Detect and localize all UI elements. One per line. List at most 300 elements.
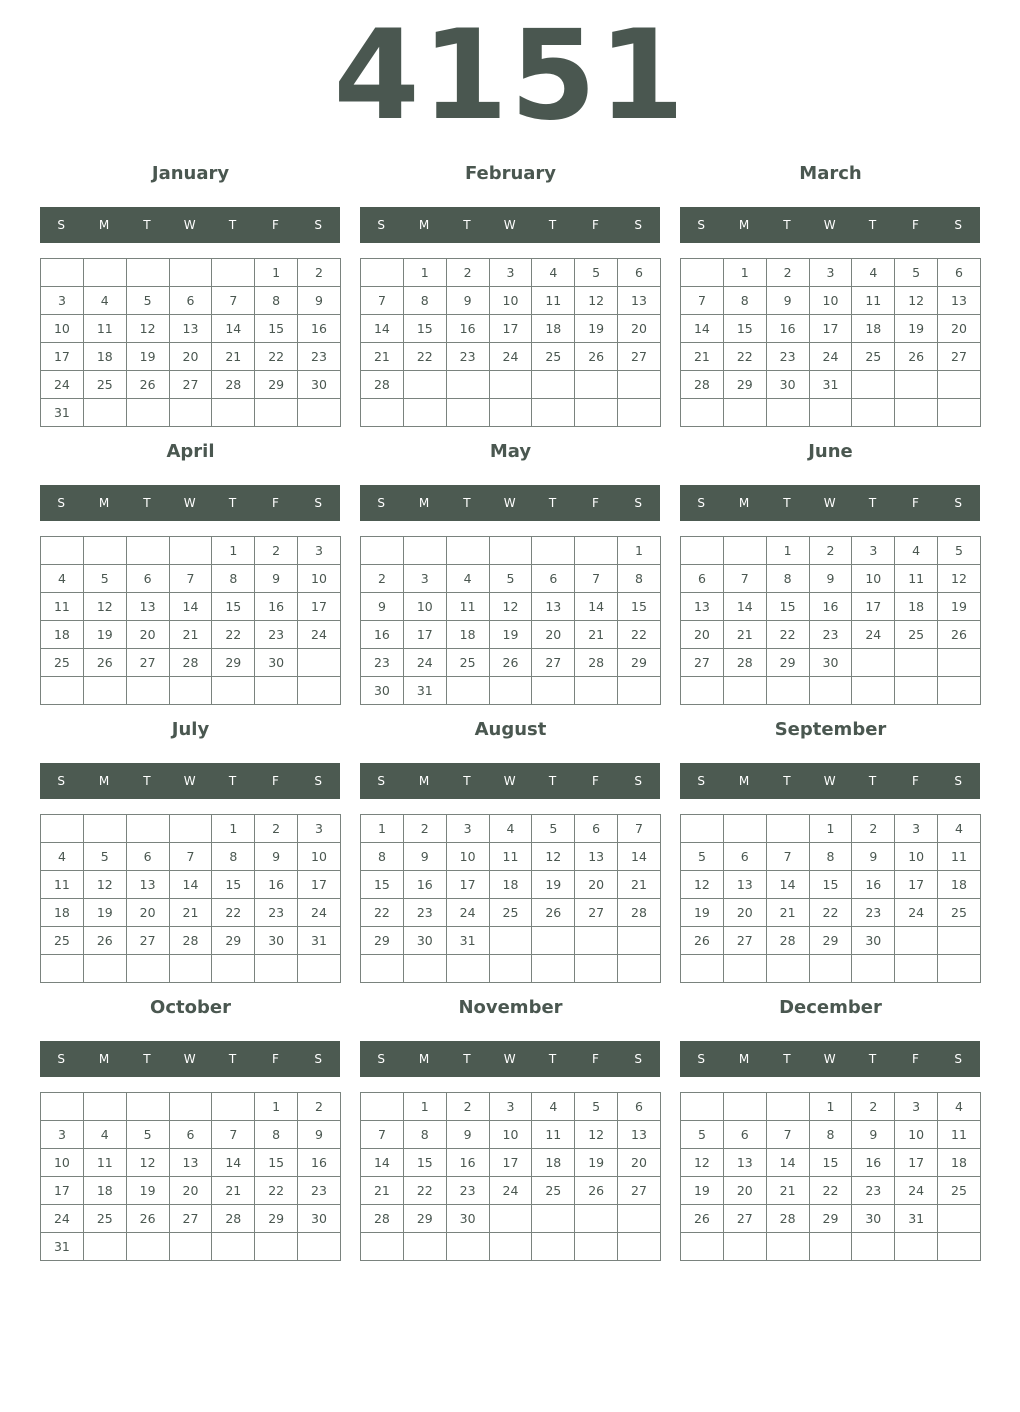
day-cell: 24	[41, 1205, 84, 1233]
weekday-label: T	[868, 774, 877, 788]
day-cell: 7	[361, 287, 404, 315]
day-cell: 11	[83, 315, 126, 343]
day-cell: 9	[298, 287, 341, 315]
day-cell	[532, 371, 575, 399]
day-cell	[212, 259, 255, 287]
day-cell	[83, 815, 126, 843]
day-cell: 9	[255, 843, 298, 871]
day-grid	[360, 258, 661, 427]
day-cell: 6	[126, 565, 169, 593]
day-cell	[446, 371, 489, 399]
day-cell: 20	[723, 1177, 766, 1205]
week-row	[361, 343, 661, 371]
day-cell: 19	[126, 1177, 169, 1205]
day-cell: 23	[446, 343, 489, 371]
day-cell: 17	[852, 593, 895, 621]
weekday-label: S	[634, 496, 643, 510]
week-row	[681, 899, 981, 927]
month-name: February	[464, 163, 557, 184]
day-cell	[255, 1233, 298, 1261]
day-cell	[169, 399, 212, 427]
day-cell: 13	[723, 1149, 766, 1177]
day-cell	[766, 1093, 809, 1121]
day-cell	[489, 1205, 532, 1233]
day-cell: 1	[809, 1093, 852, 1121]
day-cell: 13	[169, 315, 212, 343]
day-cell: 18	[938, 1149, 981, 1177]
day-cell: 16	[852, 871, 895, 899]
day-cell: 25	[532, 1177, 575, 1205]
day-cell: 6	[126, 843, 169, 871]
day-cell: 30	[255, 649, 298, 677]
day-cell	[361, 259, 404, 287]
weekday-label: T	[143, 774, 152, 788]
day-cell	[126, 1093, 169, 1121]
day-cell: 22	[212, 621, 255, 649]
day-cell: 1	[212, 815, 255, 843]
day-cell: 10	[41, 1149, 84, 1177]
weekday-label: F	[911, 1052, 920, 1066]
week-row	[41, 1177, 341, 1205]
week-row	[361, 1149, 661, 1177]
week-row	[41, 1121, 341, 1149]
day-cell: 16	[298, 315, 341, 343]
day-cell: 21	[169, 621, 212, 649]
day-cell: 14	[169, 593, 212, 621]
day-cell	[169, 677, 212, 705]
week-row	[361, 259, 661, 287]
weekday-label: S	[634, 774, 643, 788]
day-cell	[489, 677, 532, 705]
weekday-label: S	[57, 496, 66, 510]
day-cell: 30	[298, 1205, 341, 1233]
day-cell: 7	[723, 565, 766, 593]
weekday-header	[40, 1041, 340, 1077]
day-cell	[126, 537, 169, 565]
weekday-label: T	[548, 496, 557, 510]
day-cell: 17	[895, 1149, 938, 1177]
weekday-label: S	[954, 1052, 963, 1066]
day-cell: 23	[298, 1177, 341, 1205]
day-cell: 29	[766, 649, 809, 677]
day-cell	[618, 399, 661, 427]
day-cell: 5	[532, 815, 575, 843]
day-cell	[895, 399, 938, 427]
day-cell	[83, 537, 126, 565]
week-row	[681, 593, 981, 621]
day-cell	[298, 955, 341, 983]
month-name: August	[474, 719, 547, 740]
weekday-label: T	[228, 774, 237, 788]
day-cell: 1	[403, 259, 446, 287]
day-cell	[681, 399, 724, 427]
day-cell: 11	[446, 593, 489, 621]
day-cell: 10	[489, 1121, 532, 1149]
day-cell: 2	[255, 537, 298, 565]
day-cell	[852, 1233, 895, 1261]
day-cell	[489, 399, 532, 427]
week-row	[361, 955, 661, 983]
weekday-header	[680, 763, 980, 799]
weekday-label: F	[911, 218, 920, 232]
day-cell: 8	[723, 287, 766, 315]
day-cell	[723, 955, 766, 983]
day-cell: 25	[938, 1177, 981, 1205]
week-row	[41, 649, 341, 677]
day-cell	[766, 955, 809, 983]
day-cell	[126, 399, 169, 427]
day-cell: 27	[532, 649, 575, 677]
day-cell: 28	[618, 899, 661, 927]
day-cell: 30	[403, 927, 446, 955]
weekday-label: T	[143, 496, 152, 510]
weekday-label: W	[503, 218, 517, 232]
day-cell: 30	[809, 649, 852, 677]
day-cell: 15	[809, 1149, 852, 1177]
day-cell: 19	[575, 1149, 618, 1177]
weekday-label: T	[548, 774, 557, 788]
day-cell	[361, 955, 404, 983]
weekday-label: S	[954, 774, 963, 788]
day-cell: 27	[618, 343, 661, 371]
day-cell: 26	[895, 343, 938, 371]
week-row	[41, 315, 341, 343]
weekday-label: W	[503, 496, 517, 510]
week-row	[681, 843, 981, 871]
weekday-label: W	[823, 1052, 837, 1066]
day-cell: 20	[681, 621, 724, 649]
day-cell	[938, 371, 981, 399]
weekday-label: F	[591, 496, 600, 510]
day-cell: 12	[938, 565, 981, 593]
day-cell	[126, 815, 169, 843]
day-cell: 30	[298, 371, 341, 399]
day-cell: 12	[895, 287, 938, 315]
day-cell	[938, 399, 981, 427]
day-cell: 19	[681, 1177, 724, 1205]
weekday-label: M	[738, 774, 750, 788]
day-cell: 7	[361, 1121, 404, 1149]
day-cell: 14	[361, 1149, 404, 1177]
day-cell: 10	[895, 843, 938, 871]
day-cell: 24	[41, 371, 84, 399]
week-row	[361, 399, 661, 427]
day-cell: 18	[446, 621, 489, 649]
day-cell	[575, 677, 618, 705]
day-cell: 6	[169, 287, 212, 315]
week-row	[41, 899, 341, 927]
day-cell: 18	[532, 1149, 575, 1177]
day-cell	[403, 955, 446, 983]
day-cell: 15	[255, 315, 298, 343]
day-cell: 9	[403, 843, 446, 871]
day-cell: 24	[809, 343, 852, 371]
weekday-label: T	[143, 1052, 152, 1066]
day-cell: 11	[83, 1149, 126, 1177]
week-row	[41, 1093, 341, 1121]
weekday-header	[360, 485, 660, 521]
day-cell: 25	[532, 343, 575, 371]
weekday-header	[680, 1041, 980, 1077]
week-row	[361, 287, 661, 315]
day-cell: 5	[681, 843, 724, 871]
day-cell: 5	[938, 537, 981, 565]
day-cell	[852, 955, 895, 983]
day-cell: 6	[169, 1121, 212, 1149]
day-cell: 5	[575, 259, 618, 287]
weekday-label: S	[314, 774, 323, 788]
day-cell	[681, 1093, 724, 1121]
day-cell: 4	[489, 815, 532, 843]
day-cell: 13	[532, 593, 575, 621]
day-cell: 3	[489, 1093, 532, 1121]
day-cell: 23	[255, 621, 298, 649]
weekday-label: F	[271, 218, 280, 232]
weekday-label: T	[868, 218, 877, 232]
day-cell: 23	[766, 343, 809, 371]
day-cell: 7	[169, 843, 212, 871]
day-cell: 24	[298, 899, 341, 927]
day-cell: 1	[723, 259, 766, 287]
day-cell: 21	[361, 343, 404, 371]
day-cell: 29	[255, 371, 298, 399]
weekday-label: M	[738, 218, 750, 232]
day-cell: 1	[255, 1093, 298, 1121]
day-cell: 7	[681, 287, 724, 315]
week-row	[681, 927, 981, 955]
week-row	[681, 955, 981, 983]
day-cell: 31	[895, 1205, 938, 1233]
day-cell: 12	[126, 1149, 169, 1177]
week-row	[361, 677, 661, 705]
week-row	[361, 621, 661, 649]
day-cell: 23	[403, 899, 446, 927]
week-row	[41, 259, 341, 287]
day-cell: 3	[41, 287, 84, 315]
day-cell: 8	[403, 287, 446, 315]
day-cell	[403, 399, 446, 427]
day-cell: 6	[681, 565, 724, 593]
day-cell: 10	[895, 1121, 938, 1149]
day-cell: 2	[852, 1093, 895, 1121]
day-cell	[766, 815, 809, 843]
day-cell: 4	[852, 259, 895, 287]
day-cell: 31	[41, 399, 84, 427]
day-cell: 16	[255, 593, 298, 621]
day-cell: 24	[489, 1177, 532, 1205]
month-name: April	[166, 441, 215, 462]
day-cell: 25	[938, 899, 981, 927]
day-cell: 26	[83, 649, 126, 677]
week-row	[41, 371, 341, 399]
week-row	[681, 287, 981, 315]
week-row	[681, 1233, 981, 1261]
day-cell: 3	[895, 1093, 938, 1121]
day-cell: 15	[255, 1149, 298, 1177]
day-cell	[489, 371, 532, 399]
day-cell: 12	[83, 871, 126, 899]
weekday-label: W	[503, 1052, 517, 1066]
day-cell	[575, 1233, 618, 1261]
weekday-header	[360, 207, 660, 243]
day-cell: 4	[938, 1093, 981, 1121]
day-cell: 28	[361, 1205, 404, 1233]
day-cell	[938, 1233, 981, 1261]
day-cell: 28	[361, 371, 404, 399]
weekday-label: S	[377, 774, 386, 788]
day-cell: 27	[169, 371, 212, 399]
day-cell: 5	[681, 1121, 724, 1149]
day-cell: 23	[255, 899, 298, 927]
week-row	[361, 649, 661, 677]
month-name: June	[808, 441, 853, 462]
day-cell: 22	[361, 899, 404, 927]
week-row	[41, 593, 341, 621]
day-cell: 5	[489, 565, 532, 593]
day-cell: 17	[41, 343, 84, 371]
day-cell: 14	[766, 871, 809, 899]
week-row	[41, 677, 341, 705]
day-cell	[169, 259, 212, 287]
day-cell: 27	[618, 1177, 661, 1205]
day-cell	[298, 1233, 341, 1261]
week-row	[361, 565, 661, 593]
day-cell: 25	[895, 621, 938, 649]
day-cell: 24	[489, 343, 532, 371]
day-cell: 6	[618, 1093, 661, 1121]
weekday-label: T	[463, 1052, 472, 1066]
day-cell: 1	[212, 537, 255, 565]
day-cell: 4	[41, 843, 84, 871]
day-cell: 25	[83, 1205, 126, 1233]
weekday-label: M	[418, 496, 430, 510]
day-cell: 26	[83, 927, 126, 955]
day-cell	[41, 955, 84, 983]
week-row	[361, 315, 661, 343]
day-cell: 5	[126, 287, 169, 315]
day-cell	[938, 649, 981, 677]
day-cell: 22	[809, 1177, 852, 1205]
day-cell: 3	[809, 259, 852, 287]
day-cell: 9	[361, 593, 404, 621]
day-cell: 11	[489, 843, 532, 871]
weekday-label: T	[463, 774, 472, 788]
weekday-label: W	[183, 774, 197, 788]
day-cell	[41, 259, 84, 287]
day-cell	[169, 1093, 212, 1121]
day-cell: 26	[532, 899, 575, 927]
day-cell: 20	[532, 621, 575, 649]
year-title: 4151	[333, 4, 687, 148]
day-cell	[446, 677, 489, 705]
day-cell: 11	[41, 871, 84, 899]
day-cell: 4	[83, 1121, 126, 1149]
day-cell	[532, 955, 575, 983]
day-cell	[723, 815, 766, 843]
weekday-label: T	[228, 1052, 237, 1066]
day-cell	[723, 537, 766, 565]
weekday-label: S	[697, 496, 706, 510]
weekday-label: F	[271, 1052, 280, 1066]
day-cell: 6	[938, 259, 981, 287]
week-row	[41, 815, 341, 843]
day-cell	[575, 1205, 618, 1233]
day-cell: 13	[723, 871, 766, 899]
day-cell: 25	[83, 371, 126, 399]
day-cell: 29	[809, 927, 852, 955]
day-cell: 23	[852, 899, 895, 927]
day-cell: 11	[895, 565, 938, 593]
week-row	[361, 593, 661, 621]
day-cell: 27	[126, 649, 169, 677]
day-cell	[681, 259, 724, 287]
day-cell: 5	[575, 1093, 618, 1121]
day-cell: 8	[809, 843, 852, 871]
day-cell: 29	[212, 649, 255, 677]
day-cell: 19	[83, 899, 126, 927]
day-cell	[681, 955, 724, 983]
day-cell	[361, 537, 404, 565]
day-cell: 26	[938, 621, 981, 649]
month-name: January	[151, 163, 230, 184]
day-cell: 14	[618, 843, 661, 871]
day-cell	[681, 537, 724, 565]
weekday-label: F	[591, 1052, 600, 1066]
day-cell: 6	[618, 259, 661, 287]
day-cell: 1	[255, 259, 298, 287]
day-cell: 3	[446, 815, 489, 843]
day-cell: 16	[298, 1149, 341, 1177]
week-row	[681, 537, 981, 565]
day-cell: 7	[766, 1121, 809, 1149]
day-cell: 24	[895, 899, 938, 927]
day-cell	[298, 649, 341, 677]
day-cell: 9	[766, 287, 809, 315]
day-cell: 22	[723, 343, 766, 371]
day-cell: 6	[575, 815, 618, 843]
day-cell: 28	[575, 649, 618, 677]
day-cell: 31	[809, 371, 852, 399]
day-cell: 16	[809, 593, 852, 621]
day-cell: 8	[766, 565, 809, 593]
day-cell: 16	[446, 1149, 489, 1177]
day-cell: 30	[255, 927, 298, 955]
day-grid	[40, 536, 341, 705]
day-cell	[809, 1233, 852, 1261]
weekday-label: F	[591, 774, 600, 788]
day-cell: 9	[255, 565, 298, 593]
week-row	[361, 843, 661, 871]
day-cell: 10	[403, 593, 446, 621]
weekday-label: F	[271, 496, 280, 510]
week-row	[361, 927, 661, 955]
day-cell: 27	[938, 343, 981, 371]
day-cell: 30	[766, 371, 809, 399]
day-cell: 4	[83, 287, 126, 315]
week-row	[41, 565, 341, 593]
day-cell: 18	[83, 343, 126, 371]
day-cell	[446, 399, 489, 427]
weekday-header	[680, 207, 980, 243]
day-cell: 22	[212, 899, 255, 927]
day-cell: 3	[41, 1121, 84, 1149]
day-cell	[255, 677, 298, 705]
week-row	[361, 371, 661, 399]
weekday-label: M	[98, 218, 110, 232]
day-cell: 3	[852, 537, 895, 565]
day-cell	[852, 399, 895, 427]
day-cell: 27	[126, 927, 169, 955]
